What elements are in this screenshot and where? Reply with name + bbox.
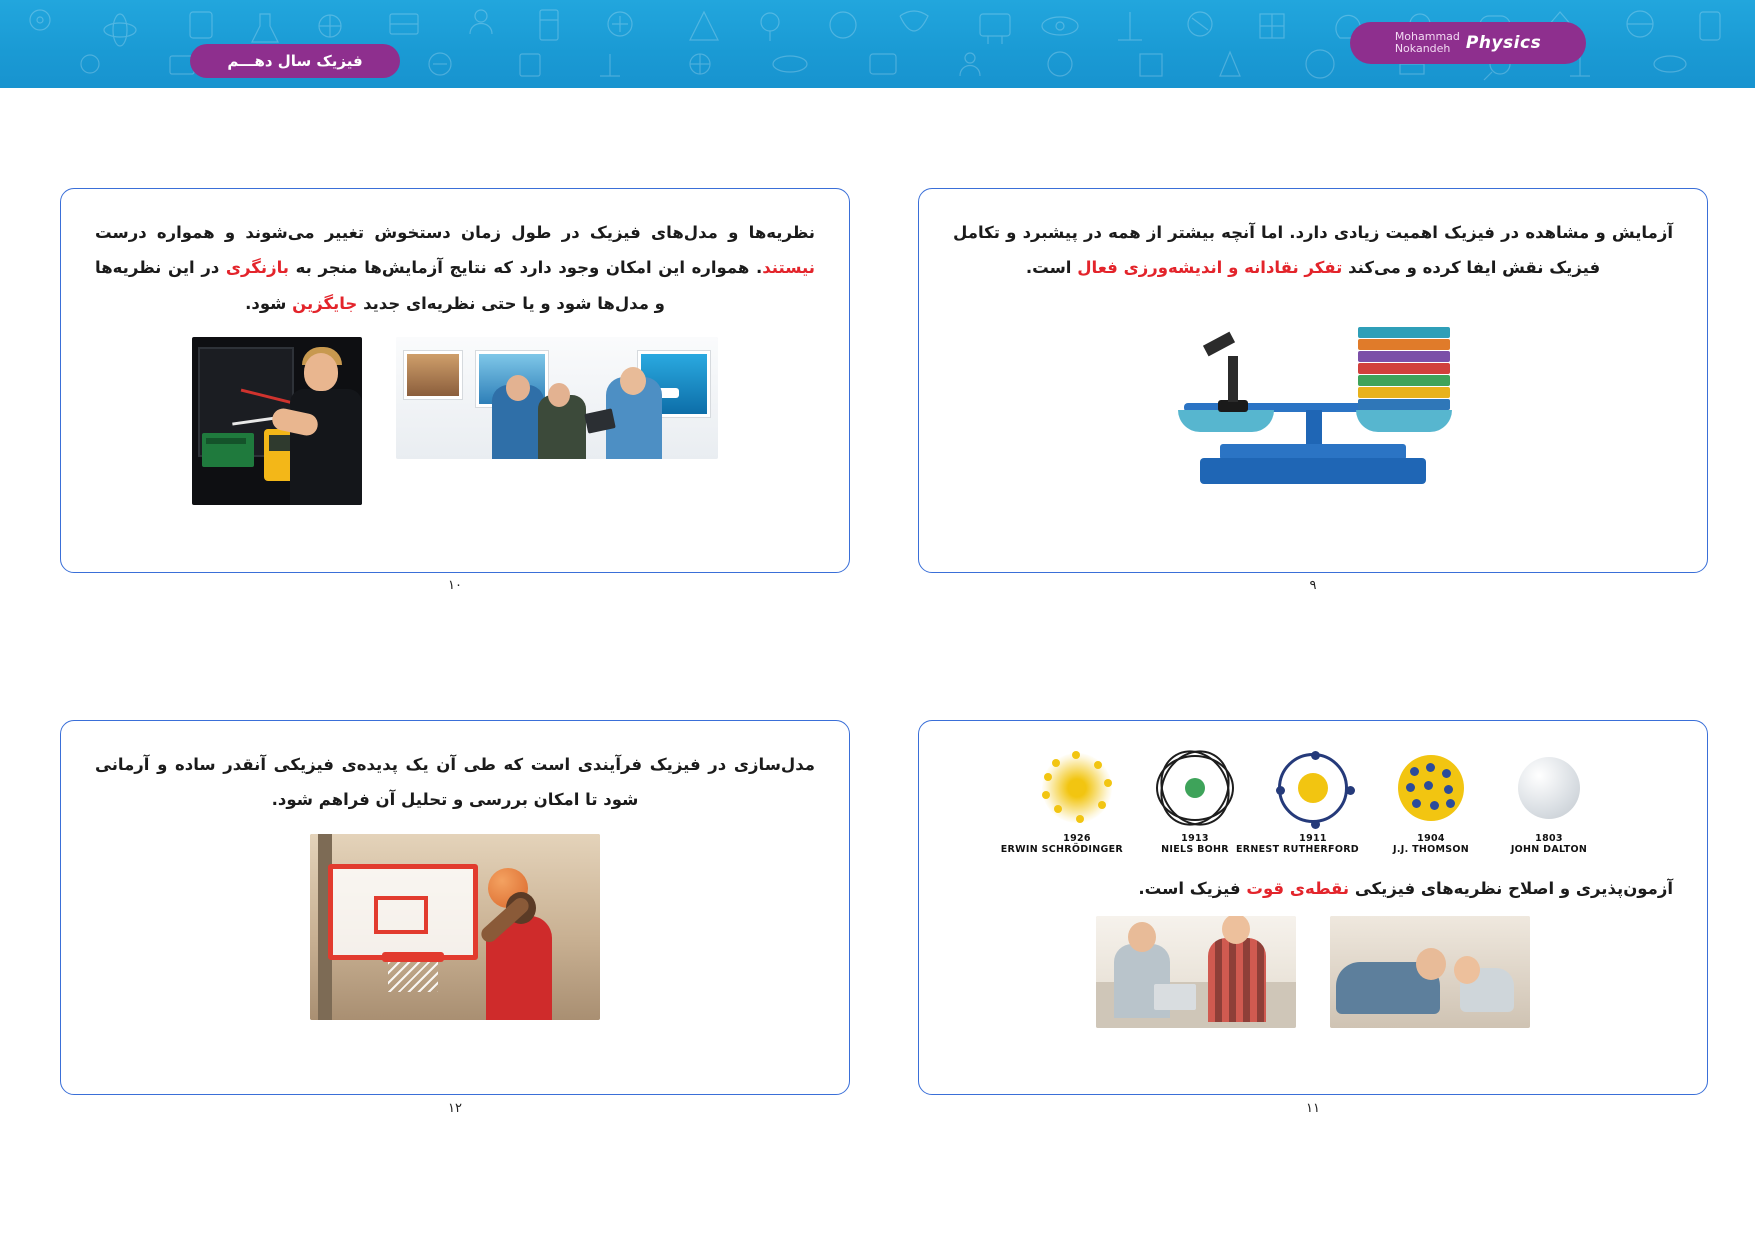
slide-card-11[interactable] <box>918 720 1708 1095</box>
atom-scientist-name: NIELS BOHR <box>1161 844 1229 855</box>
slide-number-11: ۱۱ <box>1306 1101 1320 1116</box>
slide-card-10[interactable] <box>60 188 850 573</box>
text-segment: شود. <box>245 293 293 313</box>
slide-12-paragraph <box>95 747 815 818</box>
art-gallery-discussion-photo <box>396 337 718 459</box>
atom-scientist-name: JOHN DALTON <box>1510 844 1588 855</box>
atom-scientist-name: ERNEST RUTHERFORD <box>1235 844 1359 855</box>
slide-11-body <box>919 721 1707 1028</box>
slide-card-9[interactable] <box>918 188 1708 573</box>
atom-model-schrodinger <box>1000 743 1123 855</box>
text-segment: در این نظریه‌ها و مدل‌ها شود و یا حتی نظریه‌ای جدید <box>95 258 665 313</box>
atom-model-dalton <box>1503 743 1595 855</box>
slide-number-12: ۱۲ <box>448 1101 462 1116</box>
slide-11-paragraph <box>953 871 1673 906</box>
father-son-laptop-photo <box>1096 916 1296 1028</box>
course-title-text: فیزیک سال دهـــم <box>227 52 363 70</box>
bohr-orbits-icon <box>1156 755 1234 821</box>
course-title-badge <box>190 44 400 78</box>
brand-logo <box>1350 22 1586 64</box>
slide-card-12[interactable] <box>60 720 850 1095</box>
text-segment: فیزیک است. <box>1138 879 1247 898</box>
thomson-plum-pudding-icon <box>1398 755 1464 821</box>
atom-year: 1911 <box>1299 833 1327 844</box>
atom-model-rutherford <box>1235 743 1359 855</box>
slide-9-media-row <box>953 302 1673 490</box>
slide-12-body <box>61 721 849 1020</box>
atom-year: 1904 <box>1417 833 1445 844</box>
text-segment: است. <box>1025 258 1078 278</box>
brand-logo-firstname: Mohammad <box>1394 30 1460 44</box>
slide-12-media-row <box>95 834 815 1020</box>
brand-logo-lastname: Nokandeh <box>1394 42 1451 55</box>
slide-9-paragraph <box>953 215 1673 286</box>
atom-model-thomson <box>1385 743 1477 855</box>
atom-year: 1913 <box>1181 833 1209 844</box>
tv-repair-photo <box>192 337 362 505</box>
atom-scientist-name: J.J. THOMSON <box>1392 844 1470 855</box>
atom-model-bohr <box>1149 743 1241 855</box>
highlight-segment: جایگزین <box>292 293 358 313</box>
brand-logo-physics: Physics <box>1465 33 1542 53</box>
page-header <box>0 0 1755 88</box>
atomic-models-timeline <box>953 743 1673 855</box>
highlight-segment: نیستند <box>762 258 815 278</box>
text-segment: نظریه‌ها و مدل‌های فیزیک در طول زمان دستخوش تغییر می‌شوند و همواره درست <box>95 223 815 242</box>
atom-year: 1926 <box>1063 833 1091 844</box>
highlight-segment: بازنگری <box>225 258 289 278</box>
slides-sheet <box>0 88 1755 1241</box>
slide-number-10: ۱۰ <box>448 578 462 593</box>
highlight-segment: نقطه‌ی قوت <box>1246 879 1350 898</box>
slide-10-body <box>61 189 849 505</box>
highlight-segment: تفکر نقادانه و اندیشه‌ورزی فعال <box>1077 258 1343 278</box>
microscope-books-balance-photo <box>1148 302 1478 490</box>
slide-9-body <box>919 189 1707 490</box>
slide-11-media-row <box>953 916 1673 1028</box>
slide-10-paragraph <box>95 215 815 321</box>
slide-number-9: ۹ <box>1309 578 1317 593</box>
text-segment: . همواره این امکان وجود دارد که نتایج آزمایش‌ها منجر به <box>289 258 763 278</box>
text-segment: آزمون‌پذیری و اصلاح نظریه‌های فیزیکی <box>1349 879 1673 898</box>
basketball-shot-photo <box>310 834 600 1020</box>
text-segment: آزمایش و مشاهده در فیزیک اهمیت زیادی دارد. اما آنچه بیشتر از همه در پیشبرد و تکامل فیزیک نقش ایفا کرده و می‌کند <box>953 223 1673 278</box>
slide-10-media-row <box>95 337 815 505</box>
father-baby-floor-photo <box>1330 916 1530 1028</box>
schrodinger-cloud-icon <box>1042 753 1112 823</box>
atom-scientist-name: ERWIN SCHRÖDINGER <box>1000 844 1123 855</box>
text-segment: مدل‌سازی در فیزیک فرآیندی است که طی آن یک پدیده‌ی فیزیکی آنقدر ساده و آرمانی شود تا امکان بررسی و تحلیل آن فراهم شود. <box>95 755 815 810</box>
atom-year: 1803 <box>1535 833 1563 844</box>
rutherford-nucleus-icon <box>1278 753 1348 823</box>
dalton-sphere-icon <box>1518 757 1580 819</box>
